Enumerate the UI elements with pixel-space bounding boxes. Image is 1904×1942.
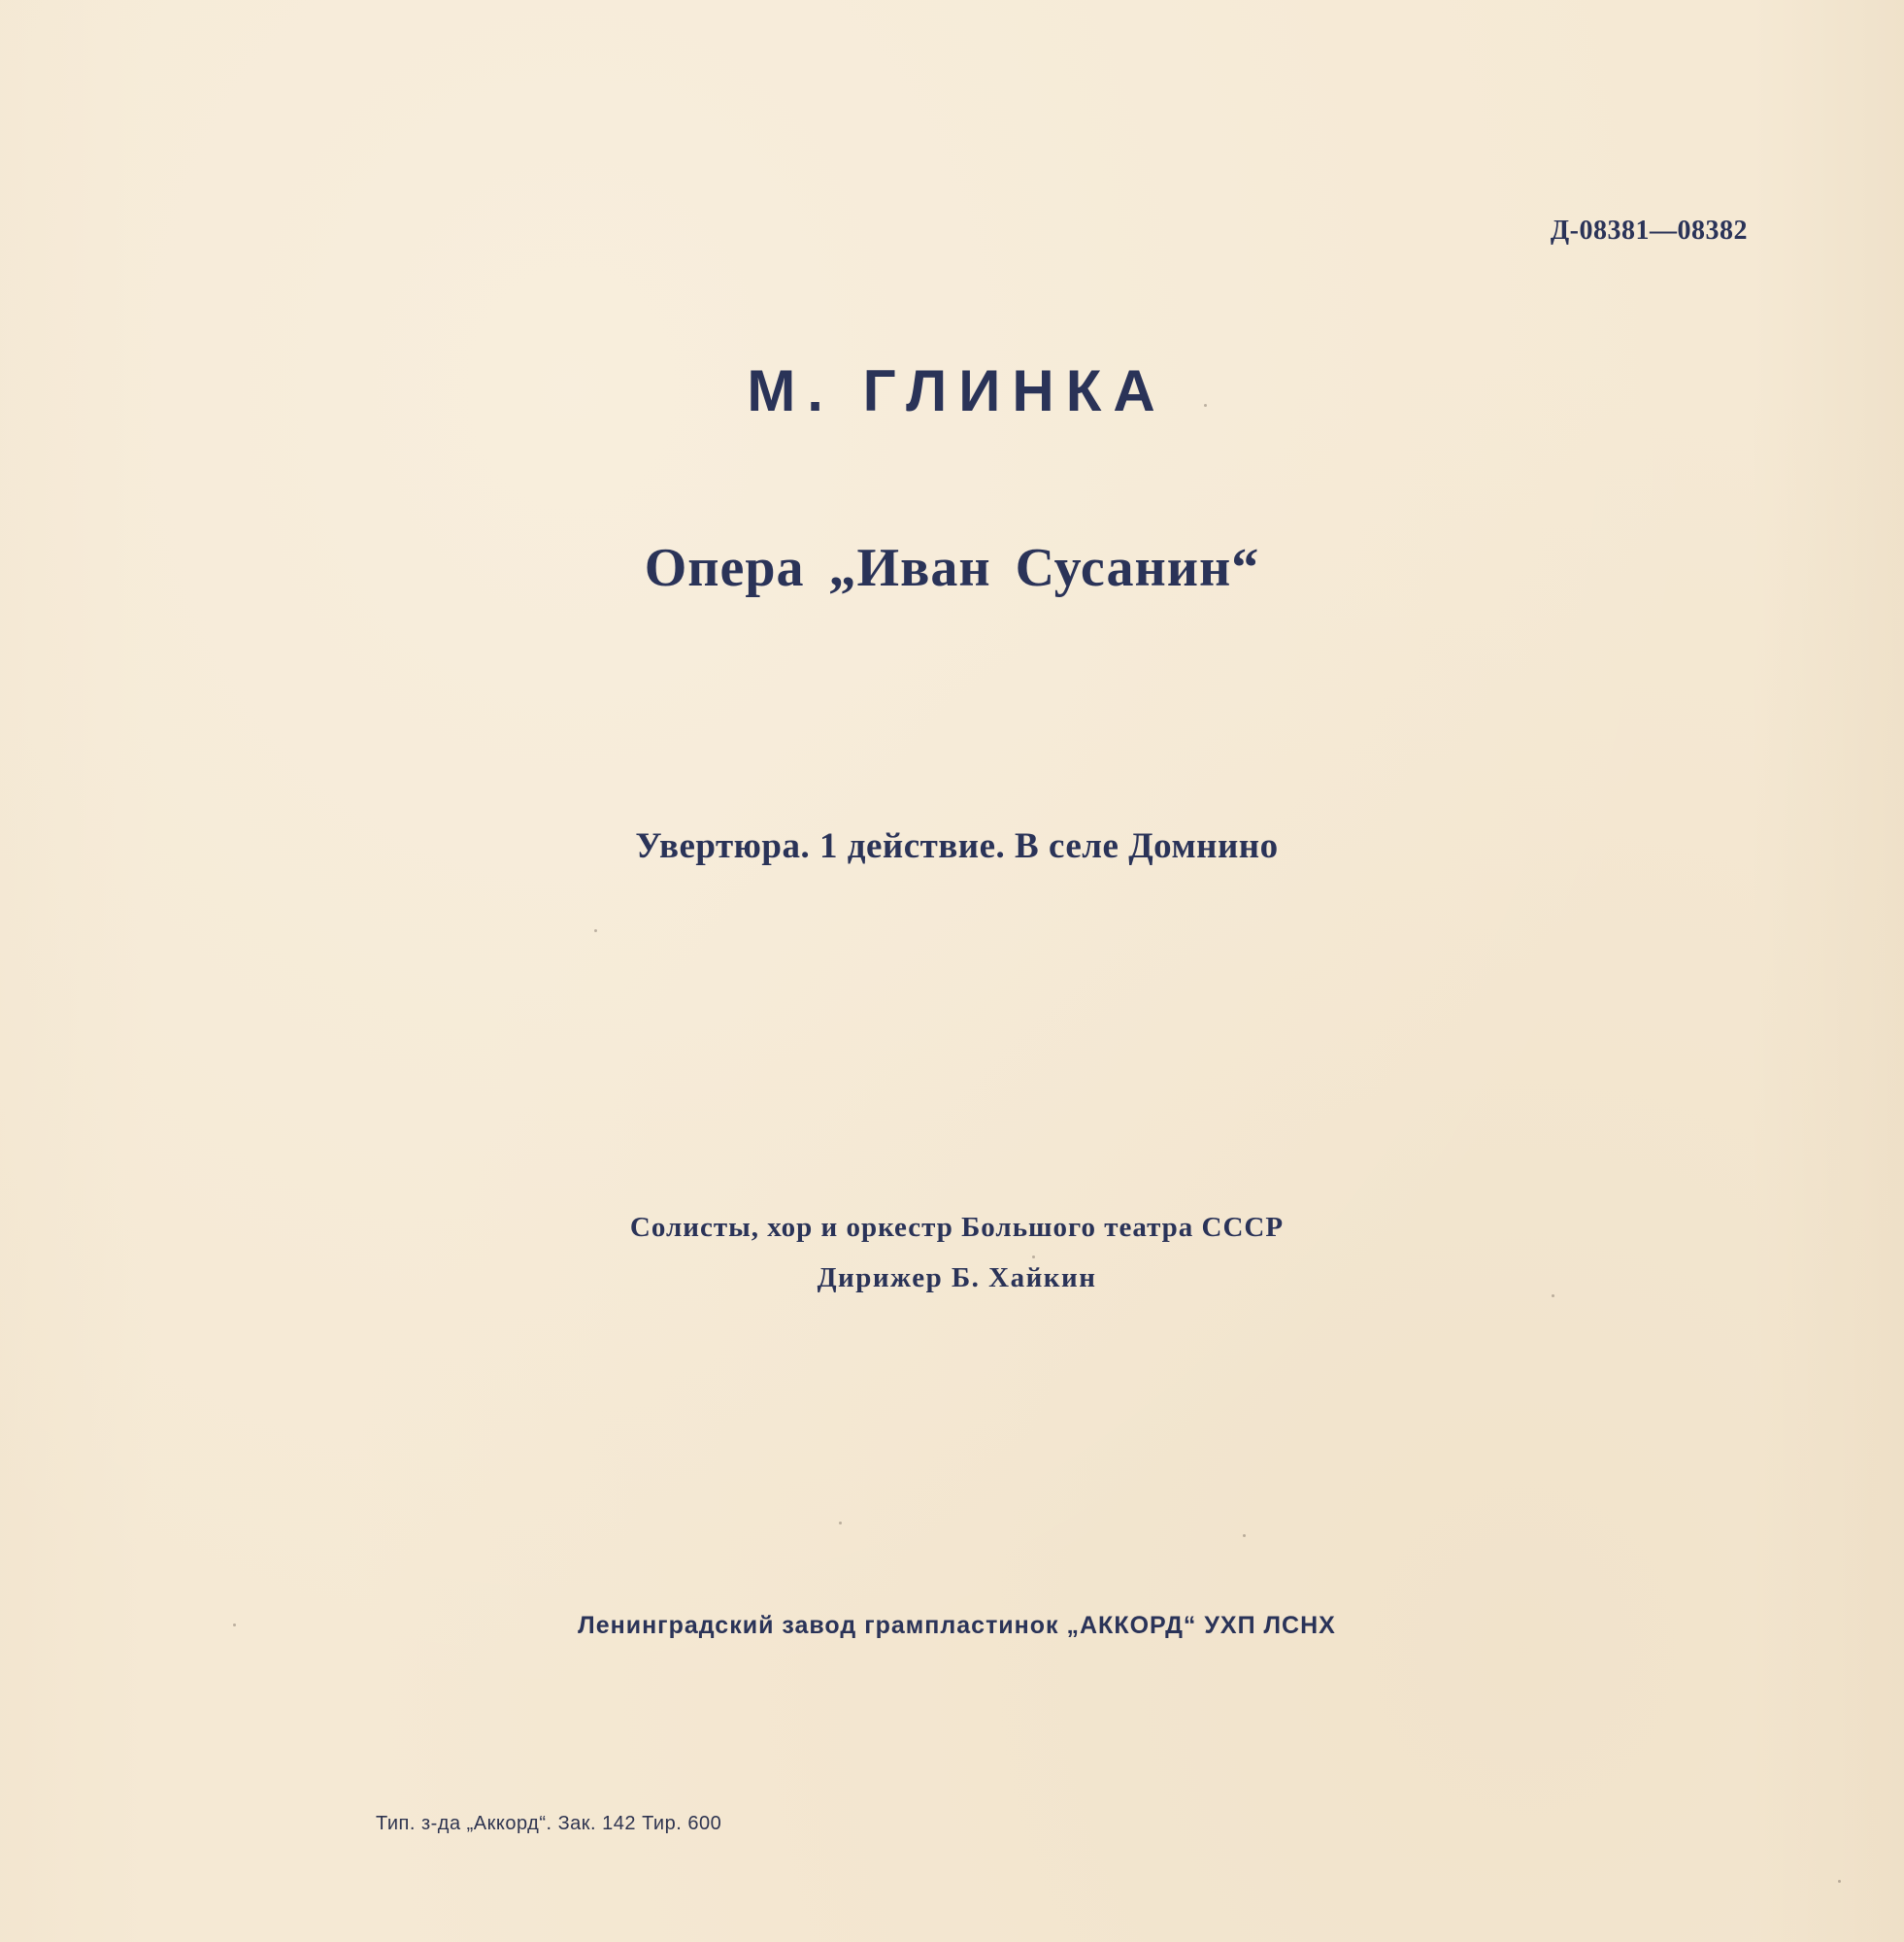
manufacturer-line: Ленинградский завод грампластинок „АККОРД“ УХП ЛСНХ <box>578 1612 1336 1639</box>
conductor-line: Дирижер Б. Хайкин <box>817 1262 1097 1293</box>
paper-speck <box>1838 1880 1841 1883</box>
paper-speck <box>839 1522 842 1524</box>
performers-line: Солисты, хор и оркестр Большого театра СССР <box>629 1212 1285 1243</box>
catalog-number: Д-08381—08382 <box>1550 216 1748 246</box>
composer-name: М. ГЛИНКА <box>747 358 1167 423</box>
paper-speck <box>1032 1256 1035 1258</box>
paper-speck <box>1243 1534 1246 1537</box>
paper-speck <box>1204 404 1207 407</box>
record-contents: Увертюра. 1 действие. В селе Домнино <box>635 826 1279 866</box>
paper-speck <box>594 929 597 932</box>
paper-speck <box>233 1624 236 1626</box>
printer-imprint: Тип. з-да „Аккорд“. Зак. 142 Тир. 600 <box>376 1813 722 1834</box>
opera-title: Опера „Иван Сусанин“ <box>644 538 1260 598</box>
paper-speck <box>1552 1294 1554 1297</box>
